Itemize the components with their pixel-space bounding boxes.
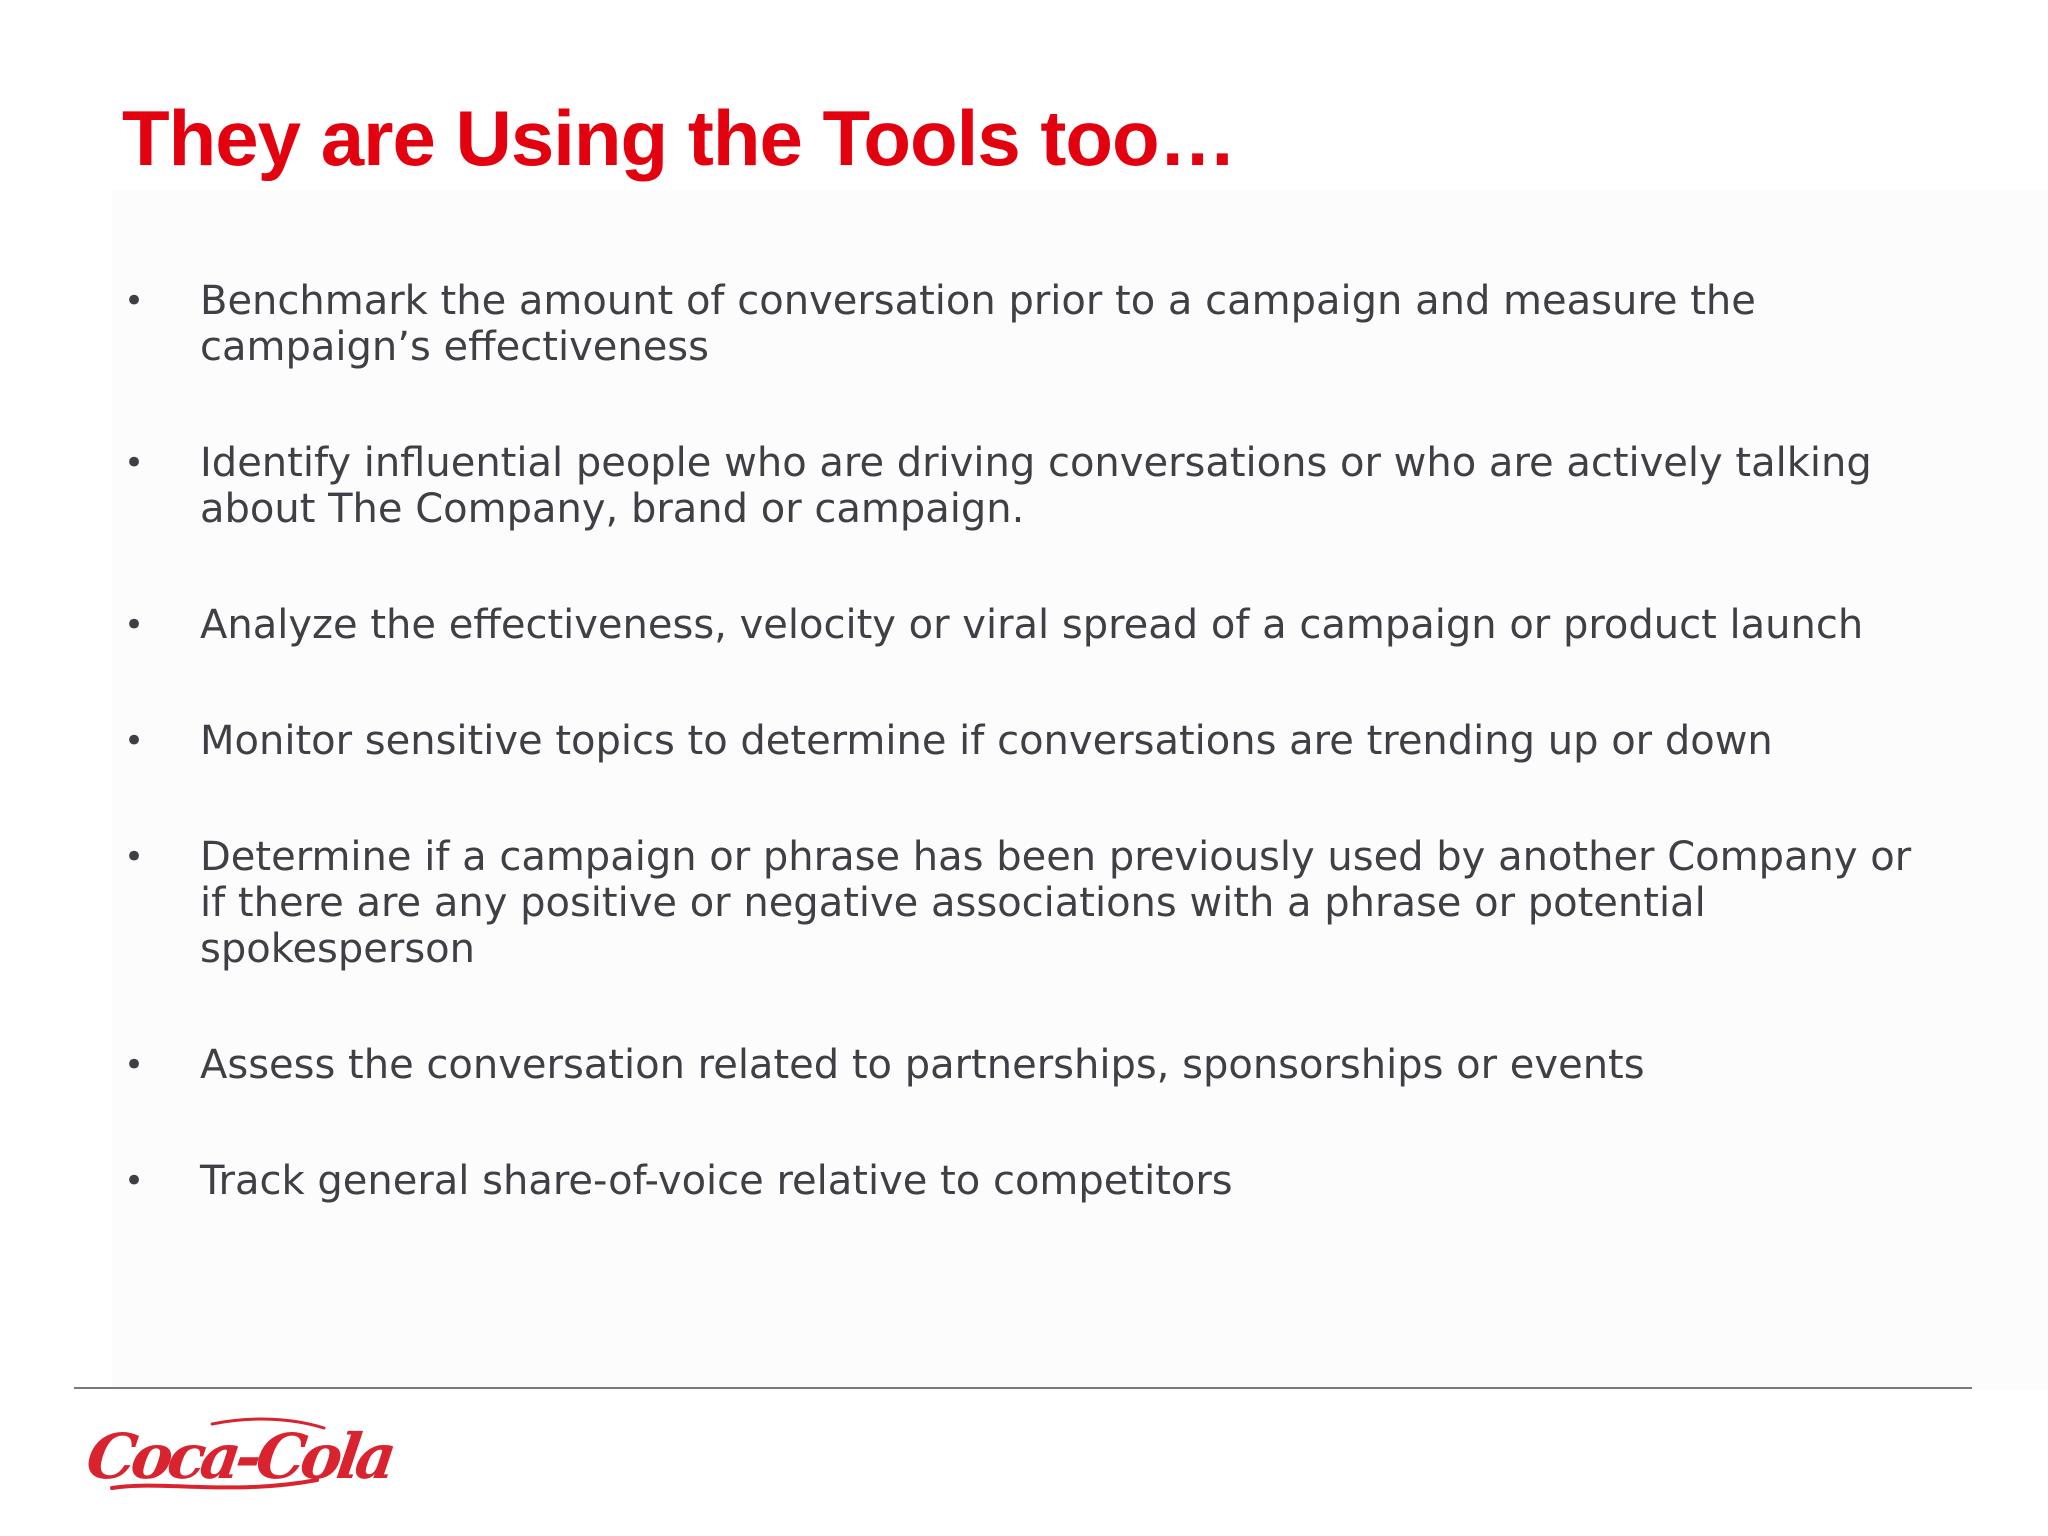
bullet-text: Determine if a campaign or phrase has been previously used by another Company or if there are any positive or negative associations with a phrase or potential spokesperson [200, 834, 1912, 972]
bullet-item [122, 834, 1942, 972]
bullet-text: Identify influential people who are driving conversations or who are actively talking about The Company, brand or campaign. [200, 440, 1872, 532]
bullet-item [122, 718, 1942, 764]
slide-title: They are Using the Tools too… [122, 94, 1236, 182]
bullet-text: Analyze the effectiveness, velocity or viral spread of a campaign or product launch [200, 602, 1864, 648]
bullet-dot: • [124, 443, 145, 483]
coca-cola-logo-icon [82, 1410, 397, 1500]
bullet-item [122, 1158, 1942, 1204]
bullet-item [122, 278, 1942, 370]
bullet-dot: • [124, 605, 145, 645]
bullet-item [122, 1042, 1942, 1088]
bullet-text: Track general share-of-voice relative to competitors [200, 1158, 1233, 1204]
bullet-dot: • [124, 721, 145, 761]
bullet-text: Assess the conversation related to partnerships, sponsorships or events [200, 1042, 1645, 1088]
footer-divider [74, 1387, 1972, 1389]
bullet-item [122, 440, 1942, 532]
bullet-dot: • [124, 281, 145, 321]
bullet-dot: • [124, 837, 145, 877]
bullet-text: Benchmark the amount of conversation prior to a campaign and measure the campaign’s effectiveness [200, 278, 1756, 370]
bullet-text: Monitor sensitive topics to determine if conversations are trending up or down [200, 718, 1773, 764]
bullet-list [122, 278, 1942, 1274]
bullet-dot: • [124, 1045, 145, 1085]
logo-wordmark: Coca-Cola [82, 1420, 397, 1493]
bullet-item [122, 602, 1942, 648]
bullet-dot: • [124, 1161, 145, 1201]
